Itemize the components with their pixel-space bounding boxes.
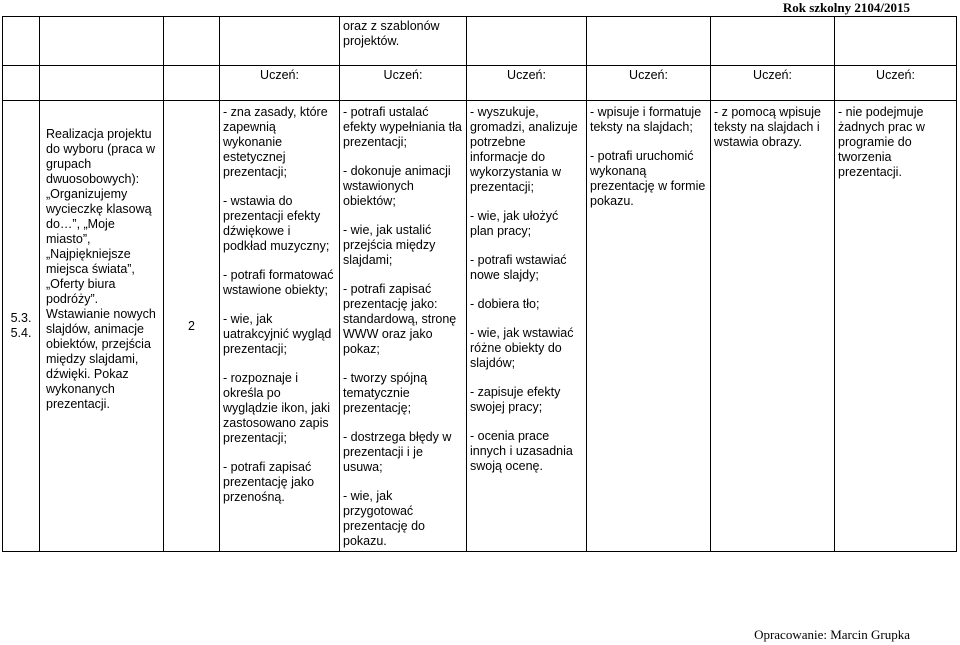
continuation-cell-number — [3, 17, 40, 66]
requirement-item: - ocenia prace innych i uzasadnia swoją ocenę. — [470, 429, 573, 473]
requirements-col5 — [711, 101, 835, 552]
continuation-cell-hours — [164, 17, 220, 66]
continuation-cell-col1 — [220, 17, 340, 66]
requirement-item: - wstawia do prezentacji efekty dźwiękowe i podkład muzyczny; — [223, 194, 330, 253]
lesson-topic: Realizacja projektu do wyboru (praca w grupach dwuosobowych): „Organizujemy wycieczkę klasową do…”, „Moje miasto”, „Najpiękniejsze miejsca świata”, „Oferty biura podróży”. Wstawianie nowych slajdów, animacje obiektów, przejścia między slajdami, dźwięki. Pokaz wykonanych prezentacji. — [40, 101, 164, 552]
topic-row — [3, 101, 957, 552]
student-header-row — [3, 66, 957, 101]
continuation-cell-col5 — [711, 17, 835, 66]
requirement-item: - potrafi wstawiać nowe slajdy; — [470, 253, 567, 282]
requirement-item: - tworzy spójną tematycznie prezentację; — [343, 371, 428, 415]
requirements-col1 — [220, 101, 340, 552]
requirement-item: - potrafi uruchomić wykonaną prezentację w formie pokazu. — [590, 149, 706, 208]
requirement-item: - zapisuje efekty swojej pracy; — [470, 385, 561, 414]
requirement-item: - wie, jak ustalić przejścia między slajdami; — [343, 223, 436, 267]
requirement-item: - wie, jak ułożyć plan pracy; — [470, 209, 559, 238]
requirement-item: - potrafi ustalać efekty wypełniania tła prezentacji; — [343, 105, 462, 149]
lesson-hours: 2 — [164, 101, 220, 552]
requirements-table — [2, 16, 957, 552]
requirement-item: - rozpoznaje i określa po wyglądzie ikon, jaki zastosowano zapis prezentacji; — [223, 371, 330, 445]
continued-text: oraz z szablonów projektów. — [343, 19, 440, 48]
header-student-label: Uczeń: — [587, 66, 711, 101]
header-student-label: Uczeń: — [711, 66, 835, 101]
header-blank-hours — [164, 66, 220, 101]
requirement-item: - wpisuje i formatuje teksty na slajdach; — [590, 105, 702, 134]
continuation-cell-col4 — [587, 17, 711, 66]
requirement-item: - potrafi zapisać prezentację jako przenośną. — [223, 460, 315, 504]
requirements-col4 — [587, 101, 711, 552]
requirements-col3 — [467, 101, 587, 552]
requirement-item: - wie, jak wstawiać różne obiekty do slajdów; — [470, 326, 574, 370]
requirement-item: - nie podejmuje żadnych prac w programie do tworzenia prezentacji. — [838, 105, 925, 179]
continuation-cell-topic — [40, 17, 164, 66]
continuation-cell-col3 — [467, 17, 587, 66]
requirement-item: - zna zasady, które zapewnią wykonanie estetycznej prezentacji; — [223, 105, 328, 179]
requirement-item: - potrafi zapisać prezentację jako: standardową, stronę WWW oraz jako pokaz; — [343, 282, 457, 356]
header-student-label: Uczeń: — [340, 66, 467, 101]
requirement-item: - z pomocą wpisuje teksty na slajdach i wstawia obrazy. — [714, 105, 821, 149]
continuation-row — [3, 17, 957, 66]
lesson-number: 5.3. 5.4. — [3, 101, 40, 552]
header-blank-topic — [40, 66, 164, 101]
requirement-item: - wie, jak przygotować prezentację do pokazu. — [343, 489, 426, 548]
requirements-col2 — [340, 101, 467, 552]
author-credit: Opracowanie: Marcin Grupka — [754, 627, 910, 642]
requirement-item: - dobiera tło; — [470, 297, 540, 311]
school-year: Rok szkolny 2104/2015 — [782, 0, 910, 15]
requirement-item: - dostrzega błędy w prezentacji i je usuwa; — [343, 430, 452, 474]
continuation-cell-col2 — [340, 17, 467, 66]
requirement-item: - wyszukuje, gromadzi, analizuje potrzebne informacje do wykorzystania w prezentacji; — [470, 105, 578, 194]
header-student-label: Uczeń: — [467, 66, 587, 101]
header-student-label: Uczeń: — [835, 66, 957, 101]
requirement-item: - potrafi formatować wstawione obiekty; — [223, 268, 334, 297]
requirement-item: - wie, jak uatrakcyjnić wygląd prezentacji; — [223, 312, 332, 356]
requirement-item: - dokonuje animacji wstawionych obiektów; — [343, 164, 451, 208]
continuation-cell-col6 — [835, 17, 957, 66]
requirements-col6 — [835, 101, 957, 552]
header-student-label: Uczeń: — [220, 66, 340, 101]
header-blank-number — [3, 66, 40, 101]
